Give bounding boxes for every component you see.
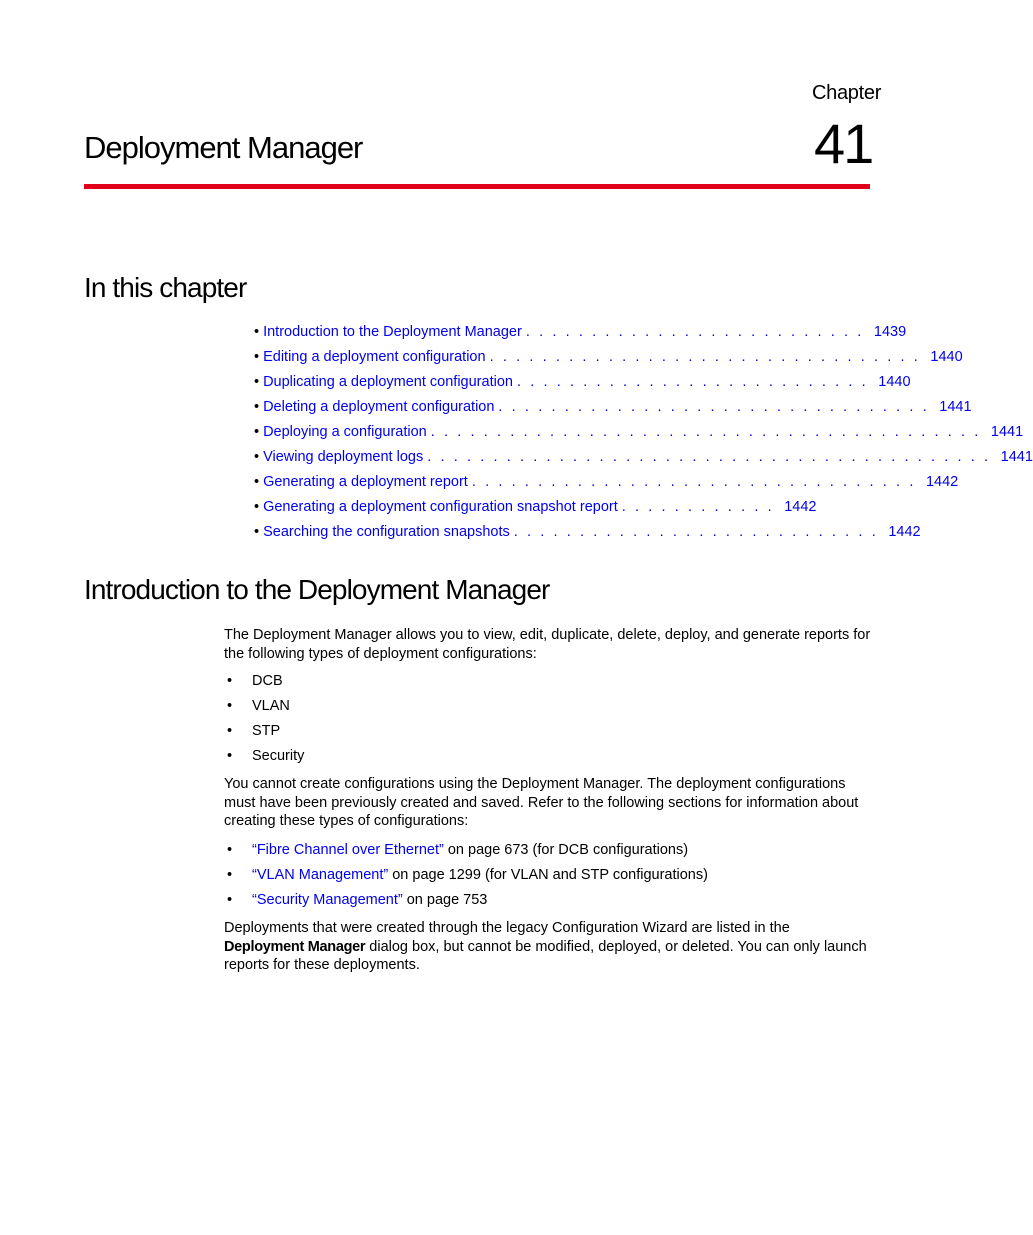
- toc-leader: . . . . . . . . . . . . . . . . . . . . . . . . . . .: [516, 374, 869, 390]
- bullet-icon: •: [254, 374, 260, 390]
- toc-page-number[interactable]: 1439: [873, 324, 907, 340]
- intro-paragraph-3: [224, 919, 874, 975]
- toc-heading: In this chapter: [84, 272, 247, 303]
- toc-item: [254, 321, 907, 346]
- paragraph-text: dialog box, but cannot be modified, deployed, or deleted. You can only launch reports for these deployments.: [224, 938, 867, 974]
- toc-page-number[interactable]: 1441: [1000, 449, 1033, 465]
- toc-leader: . . . . . . . . . . . . . . . . . . . . . . . . . .: [525, 324, 864, 340]
- reference-page-text: on page 753: [402, 892, 488, 908]
- toc-leader: . . . . . . . . . . . . . . . . . . . . . . . . . . . .: [513, 524, 879, 540]
- bullet-icon: •: [254, 399, 260, 415]
- toc-link[interactable]: Editing a deployment configuration: [263, 349, 486, 365]
- toc-item: [254, 371, 911, 396]
- toc-link[interactable]: Viewing deployment logs: [263, 449, 424, 465]
- toc-link[interactable]: Deploying a configuration: [263, 424, 427, 440]
- list-item: [224, 745, 304, 770]
- cross-reference-link[interactable]: “VLAN Management”: [252, 867, 389, 883]
- toc-item: [254, 471, 959, 496]
- toc-link[interactable]: Generating a deployment report: [263, 474, 468, 490]
- bullet-icon: •: [254, 474, 260, 490]
- toc-leader: . . . . . . . . . . . . . . . . . . . . . . . . . . . . . . . . . .: [471, 474, 916, 490]
- toc-leader: . . . . . . . . . . . . . . . . . . . . . . . . . . . . . . . . . . . . . . . . . . .: [427, 449, 991, 465]
- toc-page-number[interactable]: 1440: [930, 349, 963, 365]
- list-item: [224, 695, 304, 720]
- bullet-icon: •: [227, 892, 233, 908]
- toc-item: [254, 346, 963, 371]
- config-type: Security: [252, 748, 305, 764]
- toc-link[interactable]: Deleting a deployment configuration: [263, 399, 495, 415]
- chapter-number: 41: [814, 112, 873, 175]
- bullet-icon: •: [227, 748, 233, 764]
- toc-page-number[interactable]: 1440: [878, 374, 911, 390]
- chapter-label: Chapter: [812, 82, 882, 104]
- toc-page-number[interactable]: 1442: [888, 524, 921, 540]
- config-type: VLAN: [252, 698, 290, 714]
- chapter-title: Deployment Manager: [84, 130, 363, 165]
- toc-page-number[interactable]: 1442: [784, 499, 817, 515]
- list-item: [224, 889, 708, 914]
- toc-item: [254, 421, 1024, 446]
- intro-heading: Introduction to the Deployment Manager: [84, 574, 550, 605]
- list-item: [224, 720, 304, 745]
- bullet-icon: •: [227, 698, 233, 714]
- toc-item: [254, 521, 921, 546]
- cross-reference-link[interactable]: “Security Management”: [252, 892, 403, 908]
- toc-page-number[interactable]: 1441: [939, 399, 972, 415]
- paragraph-text: Deployments that were created through the legacy Configuration Wizard are listed in the: [224, 920, 790, 936]
- bullet-icon: •: [227, 867, 233, 883]
- chapter-rule: [84, 184, 870, 189]
- list-item: [224, 839, 708, 864]
- bullet-icon: •: [254, 324, 260, 340]
- config-type: DCB: [252, 673, 283, 689]
- bullet-icon: •: [227, 842, 233, 858]
- toc-leader: . . . . . . . . . . . . . . . . . . . . . . . . . . . . . . . . . . . . . . . . . .: [430, 424, 981, 440]
- toc-item: [254, 396, 972, 421]
- bullet-icon: •: [227, 723, 233, 739]
- toc-link[interactable]: Introduction to the Deployment Manager: [263, 324, 522, 340]
- reference-page-text: on page 1299 (for VLAN and STP configurations): [388, 867, 708, 883]
- toc-leader: . . . . . . . . . . . .: [621, 499, 775, 515]
- bullet-icon: •: [227, 673, 233, 689]
- toc-item: [254, 496, 817, 521]
- bullet-icon: •: [254, 449, 260, 465]
- toc-leader: . . . . . . . . . . . . . . . . . . . . . . . . . . . . . . . . .: [498, 399, 930, 415]
- toc-link[interactable]: Searching the configuration snapshots: [263, 524, 510, 540]
- config-type: STP: [252, 723, 281, 739]
- config-type-list: [224, 670, 304, 770]
- list-item: [224, 864, 708, 889]
- bullet-icon: •: [254, 349, 260, 365]
- toc-list: [254, 321, 1033, 546]
- toc-page-number[interactable]: 1442: [925, 474, 959, 490]
- bullet-icon: •: [254, 424, 260, 440]
- intro-paragraph-2: You cannot create configurations using the Deployment Manager. The deployment configurations must have been previously created and saved. Refer to the following sections for information about creating these types of configurations:: [224, 776, 859, 830]
- toc-leader: . . . . . . . . . . . . . . . . . . . . . . . . . . . . . . . . .: [489, 349, 921, 365]
- list-item: [224, 670, 304, 695]
- toc-item: [254, 446, 1033, 471]
- intro-paragraph-1: The Deployment Manager allows you to view, edit, duplicate, delete, deploy, and generate reports for the following types of deployment configurations:: [224, 627, 871, 662]
- bullet-icon: •: [254, 499, 260, 515]
- toc-link[interactable]: Generating a deployment configuration snapshot report: [263, 499, 618, 515]
- toc-link[interactable]: Duplicating a deployment configuration: [263, 374, 513, 390]
- reference-list: [224, 839, 708, 914]
- bullet-icon: •: [254, 524, 260, 540]
- ui-term: Deployment Manager: [224, 938, 366, 955]
- cross-reference-link[interactable]: “Fibre Channel over Ethernet”: [252, 842, 444, 858]
- toc-page-number[interactable]: 1441: [990, 424, 1024, 440]
- reference-page-text: on page 673 (for DCB configurations): [443, 842, 689, 858]
